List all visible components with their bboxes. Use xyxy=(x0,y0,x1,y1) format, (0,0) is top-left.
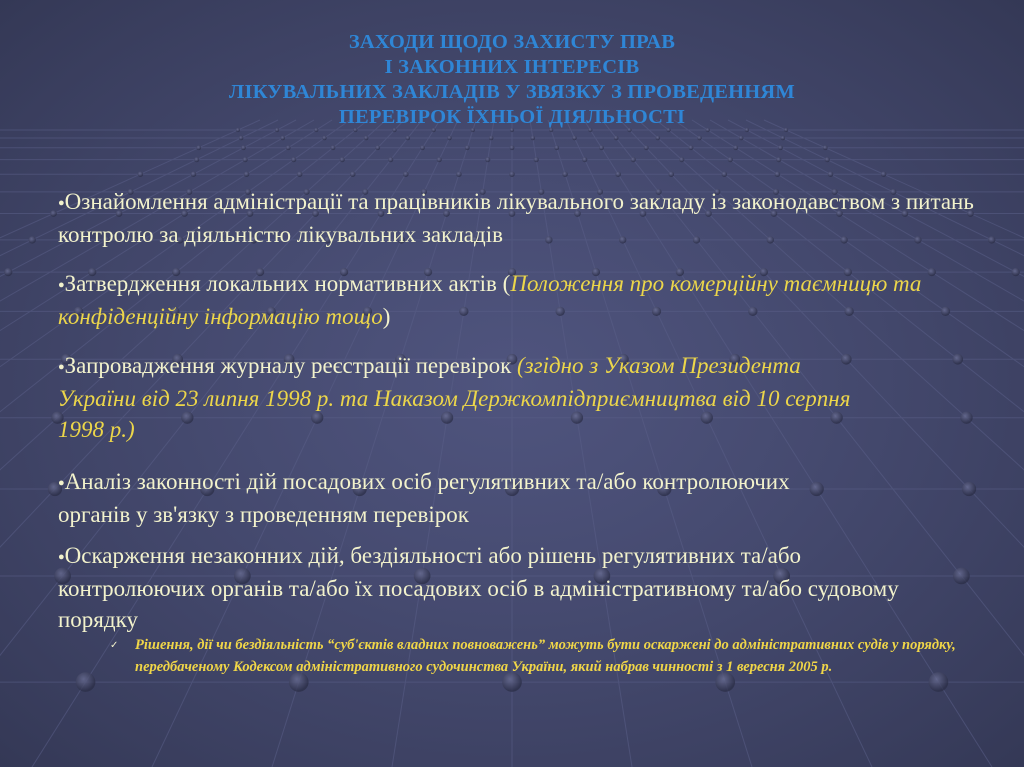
bullet-3-note: (згідно з Указом Президента України від 23 липня 1998 р. та Наказом Держкомпідприємництва від 10 серпня 1998 р.) xyxy=(58,353,851,442)
bullet-1 xyxy=(58,186,978,250)
bullet-2-suffix: ) xyxy=(382,304,391,329)
title-line-2: І ЗАКОННИХ ІНТЕРЕСІВ xyxy=(384,56,640,78)
slide-title xyxy=(90,30,934,130)
title-line-4: ПЕРЕВІРОК ЇХНЬОЇ ДІЯЛЬНОСТІ xyxy=(338,106,686,128)
bullet-4 xyxy=(58,466,818,530)
bullet-4-text: Аналіз законності дій посадових осіб регулятивних та/або контролюючих органів у зв'язку з проведенням перевірок xyxy=(58,469,790,527)
title-line-3: ЛІКУВАЛЬНИХ ЗАКЛАДІВ У ЗВЯЗКУ З ПРОВЕДЕННЯМ xyxy=(229,81,795,103)
title-line-1: ЗАХОДИ ЩОДО ЗАХИСТУ ПРАВ xyxy=(348,31,676,53)
sub-bullet xyxy=(110,634,983,678)
bullet-5 xyxy=(58,540,928,635)
bullet-dot: ● xyxy=(58,361,65,373)
bullet-dot: ● xyxy=(58,279,65,291)
bullet-dot: ● xyxy=(58,477,65,489)
bullet-1-text: Ознайомлення адміністрації та працівників лікувального закладу із законодавством з питань контролю за діяльністю лікувальних закладів xyxy=(58,189,974,247)
sub-bullet-text: Рішення, дії чи бездіяльність “суб'єктів владних повноважень” можуть бути оскаржені до адміністративних судів у порядку, передбаченому Кодексом адміністративного судочинства України, який набрав чинності з 1 вересня 2005 р. xyxy=(135,637,956,675)
bullet-3-text: Запровадження журналу реєстрації перевірок xyxy=(64,353,518,378)
bullet-dot: ● xyxy=(58,551,65,563)
bullet-3 xyxy=(58,350,858,445)
bullet-2 xyxy=(58,268,978,332)
checkmark-icon: ✓ xyxy=(110,640,119,651)
bullet-dot: ● xyxy=(58,197,65,209)
bullet-5-text: Оскарження незаконних дій, бездіяльності або рішень регулятивних та/або контролюючих органів та/або їх посадових осіб в адміністративному та/або судовому порядку xyxy=(58,543,899,632)
bullet-2-text: Затвердження локальних нормативних актів ( xyxy=(64,271,511,296)
bullet-2-note: Положення про комерційну таємницю та конфіденційну інформацію тощо xyxy=(58,271,922,329)
